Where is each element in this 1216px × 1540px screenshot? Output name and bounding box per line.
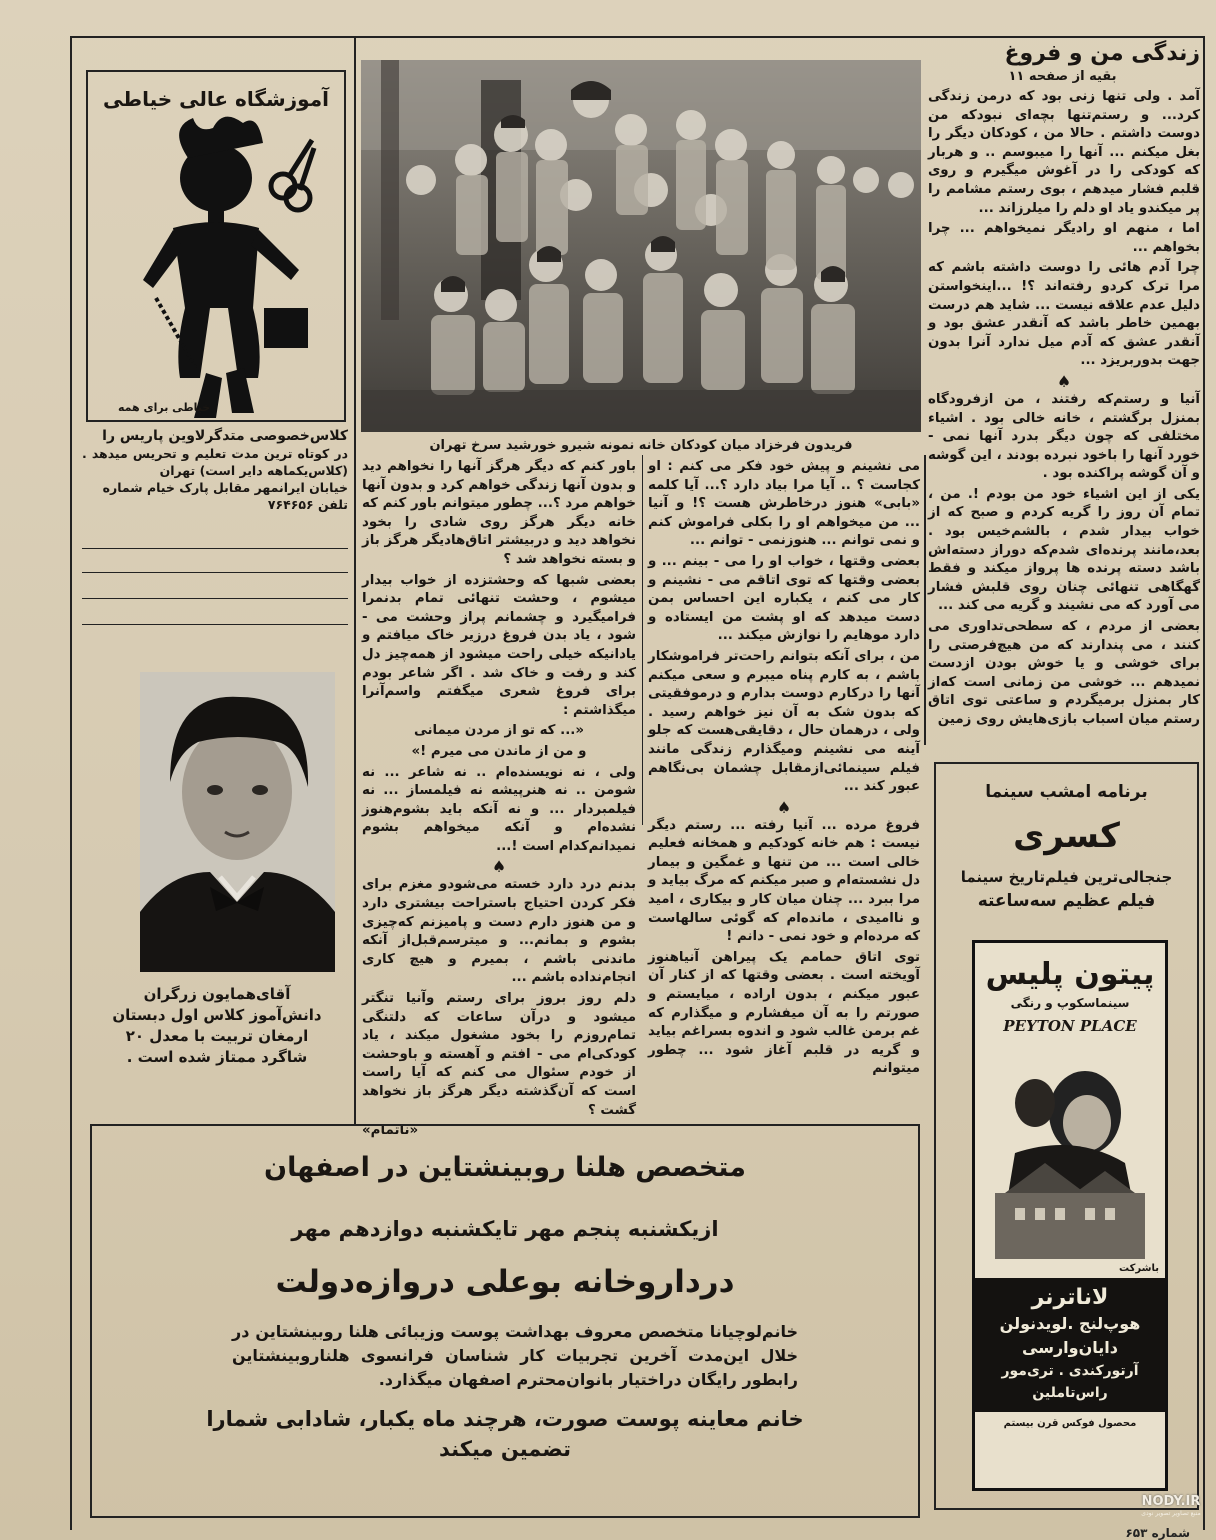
paragraph: فروغ مرده ... آنیا رفته ... رستم دیگر نیست : هم خانه کودکیم و همخانه فعلیم خالی است ... من تنها و غمگین و بیمار دل نشسته‌ام و صبر میکنم که مرگ بیاید و مرا ببرد ... چنان میان کار و بیکاری ، امید و ناامیدی ، مانده‌ام که گوئی سالهاست که مرده‌ام و خود نمی - دانم ! [648, 817, 920, 945]
paragraph: یکی از این اشیاء خود من بودم !. من ، تمام آن روز را گریه کردم و صبح که از خواب بیدار شدم ، بالشم‌خیس بود . بعد،مانند پرنده‌ای شدم‌که دوراز دسته‌اش باشد دسته پرنده ها پرواز میکند و فقط گهگاهی تنهائی چنان روی قلبش فشار می آورد که می نشیند و گریه می کند ... [928, 486, 1200, 614]
watermark-logo: NODY.IR [1141, 1494, 1201, 1509]
with-label: باشرکت [1119, 1263, 1159, 1274]
tailoring-phone: تلفن ۷۶۴۶۵۶ [267, 497, 348, 512]
beauty-ad-box [90, 1124, 920, 1518]
end-mark: «ناتمام» [362, 1123, 419, 1139]
blank-rule [82, 598, 348, 599]
paragraph: چرا آدم هائی را دوست داشته باشم که مرا ترک کردو رفته‌اند ؟! ...اینخواستن دلیل عدم علاقه نیست ... شاید هم درست بهمین خاطر باشد که آنقدر عشق بود و آنقدر عشق که آدم میل ندارد آنرا بدون جهت بدوربریزد ... [928, 260, 1200, 369]
paragraph: بعضی از مردم ، که سطحی‌تداوری می کنند ، می پندارند که من هیچ‌فرصتی را برای خوشی و یا خوش بودن ازدست نمیدهم ... خوشی من زمانی است که‌از کار بمنزل برمیگردم و ساعتی توی اتاق رستم میان اسباب بازی‌هایش روی زمین [928, 619, 1200, 727]
portrait-illustration [140, 672, 335, 972]
paragraph: اما ، منهم او رادیگر نمیخواهم ... چرا بخواهم ... [928, 221, 1200, 255]
star-4: آرتورکندی . تری‌مور [1001, 1363, 1139, 1379]
paragraph: آنیا و رستم‌که رفتند ، من ازفرودگاه بمنزل برگشتم ، خانه خالی بود . اشیاء مختلفی که چون دیگر بدرد آنها نمی - خورد آنها را باخود نبرده بودند ، این گوشه و آن گوشه پراکنده بود . [928, 391, 1200, 482]
spade-ornament: ♠ [776, 797, 792, 817]
paragraph: ولی ، نه نویسنده‌ام .. نه شاعر ... نه شومن .. نه هنرپیشه نه فیلمساز ... نه فیلمبردار ... و نه آنکه باید بشوم‌هنوز نشده‌ام و آنکه میخواهم بشوم نمیدانم‌کدام است !... [362, 764, 636, 854]
film-format: سینماسکوپ و رنگی [1010, 996, 1130, 1010]
blank-rule [82, 572, 348, 573]
paragraph: توی اتاق حمامم یک پیراهن آنیاهنوز آویخته است . بعضی وقتها که از کنار آن عبور میکنم ، بدون اراده ، میایستم و صورتم را به آن میفشارم و میگذارم که غم برمن غالب شود و اندوه بسراغم بیاید و گریه در قلبم آغاز شود ... چطور میتوانم [648, 949, 920, 1077]
watermark-sub: منبع تصاویر تصویر نودی [1141, 1510, 1201, 1517]
movie-poster [972, 940, 1168, 1491]
tailoring-body-2: در کوتاه ترین مدت تعلیم و تحریس میدهد . (کلاس‌یکماهه دایر است) تهران [82, 446, 348, 478]
article-headline: زندگی من و فروغ [1004, 41, 1200, 66]
column-divider-1 [354, 36, 356, 1124]
cast-block [975, 1278, 1165, 1412]
cinema-line-2: فیلم عظیم سه‌ساعته [977, 891, 1156, 911]
student-portrait [140, 672, 335, 972]
star-2: هوپ‌لنج .لوید‌نولن [999, 1314, 1141, 1333]
page-number-strip: شماره ۶۵۳ [1125, 1526, 1190, 1540]
film-title-fa: پیتون پلیس [985, 957, 1155, 992]
column-divider-3 [924, 455, 926, 745]
watermark [1130, 1494, 1212, 1518]
article-column-left [362, 458, 636, 1139]
right-frame-rule [1203, 36, 1205, 1530]
beauty-ad-offer-2: تضمین میکند [439, 1437, 571, 1461]
article-column-right [928, 88, 1200, 740]
tailoring-ad-box [86, 70, 346, 422]
student-line-2: دانش‌آموز کلاس اول دبستان [112, 1006, 322, 1024]
column-divider-2 [642, 455, 643, 825]
star-1: لاناترنر [1031, 1285, 1109, 1310]
student-line-3: ارمغان تربیت با معدل ۲۰ [125, 1027, 309, 1045]
paragraph: می نشینم و پیش خود فکر می کنم : او کجاست ؟ .. آیا مرا بیاد دارد ؟... آیا کلمه «بابی» هنوز درخاطرش هست ؟! و آنیا ... من میخواهم او را بکلی فراموش کنم و نمی توانم ... هنوزنمی - توانم ... [648, 459, 920, 549]
photo-illustration [361, 60, 921, 432]
paragraph: من ، برای آنکه بتوانم راحت‌تر فراموشکار باشم ، به کارم پناه میبرم و سعی میکنم آنها را درکارم دوست بدارم و درموفقیتی که بدون شک به آن نیز خواهم رسید . ولی ، درهمان حال ، دقایقی‌هست که جلو آینه می نشینم ومیگذارم زندگی مانند فیلم سینمائی‌ازمقابل چشمان بی‌نگاهم عبور کند ... [648, 648, 920, 795]
cinema-ad-box [934, 762, 1199, 1510]
tailoring-tagline: خیاطی برای همه [118, 401, 211, 414]
children-group-photo [361, 60, 921, 432]
student-line-4: شاگرد ممتاز شده است . [126, 1048, 308, 1066]
poster-artwork [975, 1043, 1159, 1263]
cinema-name: کسری [1013, 816, 1120, 856]
top-frame-rule [70, 36, 1205, 38]
blank-rule [82, 548, 348, 549]
blank-rule [82, 624, 348, 625]
film-title-en: PEYTON PLACE [1003, 1017, 1137, 1035]
beauty-ad-location: درداروخانه بوعلی دروازه‌دولت [275, 1264, 735, 1300]
left-frame-rule [70, 36, 72, 1530]
paragraph: دلم روز بروز برای رستم وآنیا تنگتر میشود و درآن ساعات که دلتنگی تمام‌روزم را بخود مشغول میکند ، یاد کودکی‌ام می - افتم و آهسته و باوحشت از خودم سئوال می کنم که آیا راست است که آن‌گذشته دیگر هرگز باز نخواهد گشت ؟ [362, 991, 636, 1118]
studio-label: محصول فوکس قرن بیستم [1003, 1418, 1137, 1429]
paragraph: آمد . ولی تنها زنی بود که درمن زندگی کرد... و رستم‌تنها بچه‌ای نبودکه من دوست داشتم . حالا من ، کودکان دیگر را بغل میکنم ... آنها را میبوسم .. و هربار که کودکی را در آغوش میگیرم و روی قلبم فشار میدهم ، بوی رستم مشامم را پر میکندو یاد او دلم را میلرزاند ... [928, 89, 1200, 216]
paragraph: باور کنم که دیگر هرگز آنها را نخواهم دید و بدون آنها زندگی خواهم کرد و بدون آنها خواهم مرد ؟... چطور میتوانم باور کنم که خانه دیگر هرگز روی شادی را بخود نخواهد دید و دربیشتر اتاق‌هادیگر هرگز باز و بسته نخواهد شد ؟ [362, 459, 636, 567]
beauty-ad-dates: ازیکشنبه پنجم مهر تایکشنبه دوازدهم مهر [291, 1217, 719, 1241]
student-line-1: آقای‌همایون زرگران [143, 985, 291, 1003]
cinema-line-1: جنجالی‌ترین فیلم‌تاریخ سینما [960, 868, 1173, 886]
continued-from: بقیه از صفحه ۱۱ [1008, 69, 1117, 84]
tailoring-body-1: کلاس‌خصوصی متدگرلاوین پاریس را [102, 428, 348, 444]
student-caption [86, 984, 348, 1068]
tailoring-ad-title: آموزشگاه عالی خیاطی [103, 87, 329, 111]
paragraph: بعضی وقتها ، خواب او را می - بینم ... و بعضی وقتها که توی اتاقم می - نشینم و کار می کنم ، یکباره این احساس بمن دست میدهد که او پشت من ایستاده و دارد موهایم را نوازش میکند ... [648, 553, 920, 644]
paragraph: بدنم درد دارد خسته می‌شودو مغزم برای فکر کردن احتیاج باستراحت بیشتری دارد و من هنوز دارم دست و پامیزنم که‌چیزی بشوم و بمانم... و میترسم‌قبل‌از آنکه ماندنی باشم ، بمیرم و هیچ کاری انجام‌نداده باشم ... [362, 877, 636, 986]
beauty-ad-offer-1: خانم معاینه پوست صورت، هرچند ماه یکبار، شادابی شمارا [206, 1407, 804, 1431]
spade-ornament: ♠ [1056, 371, 1072, 391]
star-5: راس‌تاملین [1032, 1385, 1108, 1401]
tailoring-ad-text [82, 428, 348, 513]
cinema-heading: برنامه امشب سینما [985, 782, 1148, 802]
paragraph: بعضی شبها که وحشتزده از خواب بیدار میشوم ، وحشت تنهائی تمام بدنمرا فرامیگیرد و چشمانم پراز وحشت می - شود ، یاد بدن فروغ درزیر خاک میافتم و یادانیکه خیلی راحت میشود از همه‌چیز دل کند و رفت و خاک شد . اگر شاعر بودم برای فروغ شعری میگفتم واسم‌آنرا میگذاشتم : [362, 572, 636, 718]
poem-line: «... که تو از مردن میمانی [413, 723, 585, 739]
beauty-ad-title: متخصص هلنا روبینشتاین در اصفهان [264, 1152, 746, 1183]
tailoring-address: خیابان ایرانمهر مقابل پارک خیام شماره [102, 480, 348, 495]
spade-ornament: ♠ [491, 857, 507, 877]
star-3: دایان‌وارسی [1022, 1338, 1118, 1357]
mannequin-icon [88, 118, 344, 418]
photo-caption: فریدون فرخزاد میان کودکان خانه نمونه شیرو خورشید سرخ تهران [429, 438, 853, 453]
article-title [925, 40, 1200, 86]
beauty-ad-body: خانم‌لوچیانا متخصص معروف بهداشت پوست وزیبائی هلنا روبینشتاین در خلال این‌مدت آخرین تجربیات کار شناسان فرانسوی هلناروبینشتاین رابطور رایگان دراختیار بانوان‌محترم اصفهان میگذارد. [232, 1322, 798, 1389]
article-column-middle [648, 458, 920, 1088]
poem-line: و من از ماندن می میرم !» [411, 743, 587, 759]
